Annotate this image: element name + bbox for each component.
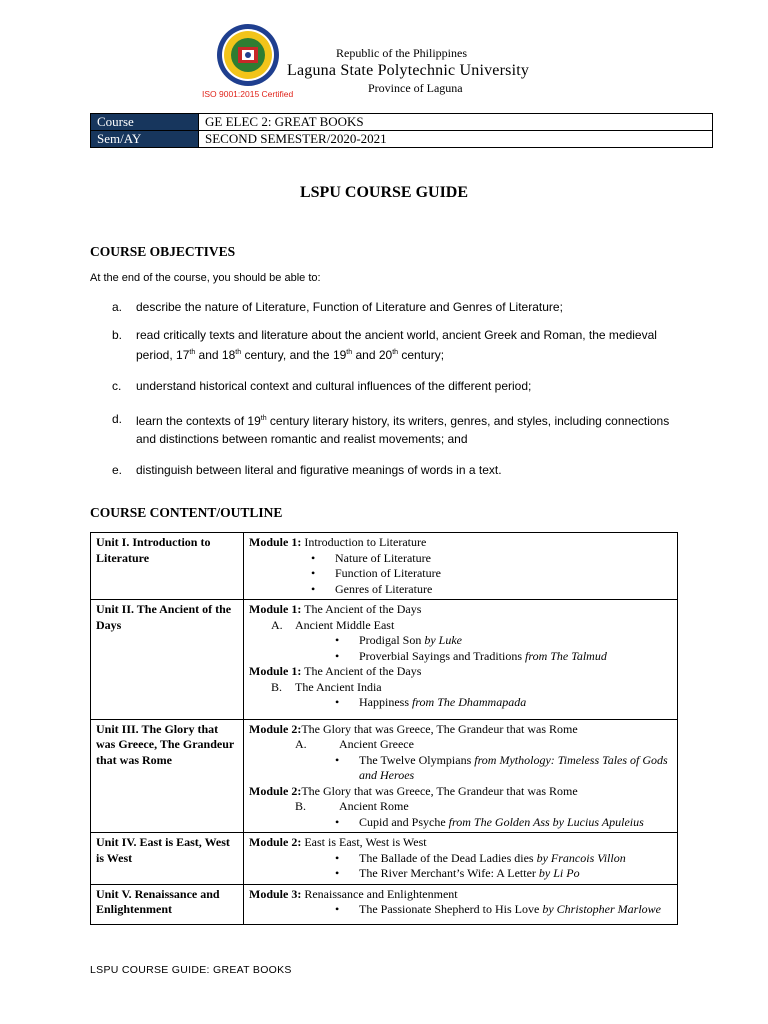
objective-letter: e. — [112, 463, 123, 477]
module-cell: Module 3: Renaissance and Enlightenment • The Passionate Shepherd to His Love by Christopher Marlowe — [244, 884, 678, 924]
course-value: GE ELEC 2: GREAT BOOKS — [199, 114, 713, 131]
iso-certification: ISO 9001:2015 Certified — [202, 89, 294, 99]
course-label: Course — [91, 114, 199, 131]
page-title: LSPU COURSE GUIDE — [299, 184, 469, 201]
outline-heading: COURSE CONTENT/OUTLINE — [90, 505, 283, 520]
sem-value: SECOND SEMESTER/2020-2021 — [199, 131, 713, 148]
objective-letter: b. — [112, 328, 123, 342]
objective-text: distinguish between literal and figurative meanings of words in a text. — [136, 463, 502, 477]
objective-letter: a. — [112, 300, 123, 314]
objectives-heading: COURSE OBJECTIVES — [90, 244, 236, 259]
objective-letter: d. — [112, 412, 123, 426]
university-seal-logo — [216, 23, 280, 87]
objective-text: describe the nature of Literature, Function of Literature and Genres of Literature; — [136, 300, 563, 314]
objective-item — [112, 298, 692, 316]
table-row — [91, 884, 678, 924]
unit-cell: Unit I. Introduction to Literature — [91, 533, 244, 600]
unit-cell: Unit IV. East is East, West is West — [91, 833, 244, 885]
objective-text: understand historical context and cultural influences of the different period; — [136, 379, 532, 393]
unit-cell: Unit II. The Ancient of the Days — [91, 600, 244, 720]
table-row — [91, 833, 678, 885]
course-info-table — [90, 113, 713, 148]
course-outline-table — [90, 532, 678, 925]
objective-item — [112, 326, 692, 364]
module-cell: Module 2: East is East, West is West • The Ballade of the Dead Ladies dies by Francois Villon • The River Merchant’s Wife: A Letter by Li Po — [244, 833, 678, 885]
objectives-intro: At the end of the course, you should be able to: — [90, 272, 321, 284]
objective-item — [112, 377, 692, 395]
module-cell: Module 1: Introduction to Literature • Nature of Literature • Function of Literature • Genres of Literature — [244, 533, 678, 600]
province-line: Province of Laguna — [368, 81, 463, 95]
republic-line: Republic of the Philippines — [336, 46, 467, 60]
university-name: Laguna State Polytechnic University — [287, 62, 530, 79]
objective-item — [112, 410, 692, 448]
module-cell: Module 2:The Glory that was Greece, The Grandeur that was Rome A. Ancient Greece • The Twelve Olympians from Mythology: Timeless Tales of Gods and Heroes Module 2:The Glory that was Greece, The Grandeur that was Rome B. Ancient Rome • Cupid and Psyche from The Golden Ass by Lucius Apuleius — [244, 719, 678, 833]
objective-text: read critically texts and literature about the ancient world, ancient Greek and Roman, the medieval period, 17th and 18th century, and the 19th and 20th century; — [136, 328, 657, 362]
table-row — [91, 719, 678, 833]
table-row — [91, 600, 678, 720]
sem-row — [91, 131, 713, 148]
page-footer: LSPU COURSE GUIDE: GREAT BOOKS — [90, 964, 292, 976]
course-row — [91, 114, 713, 131]
unit-cell: Unit III. The Glory that was Greece, The Grandeur that was Rome — [91, 719, 244, 833]
objective-text: learn the contexts of 19th century literary history, its writers, genres, and styles, including connections and distinctions between romantic and realist movements; and — [136, 414, 670, 446]
module-cell: Module 1: The Ancient of the Days A. Ancient Middle East • Prodigal Son by Luke • Proverbial Sayings and Traditions from The Talmud Module 1: The Ancient of the Days B. The Ancient India • Happiness from The Dhammapada — [244, 600, 678, 720]
sem-label: Sem/AY — [91, 131, 199, 148]
table-row — [91, 533, 678, 600]
objective-item — [112, 461, 692, 479]
unit-cell: Unit V. Renaissance and Enlightenment — [91, 884, 244, 924]
objective-letter: c. — [112, 379, 122, 393]
